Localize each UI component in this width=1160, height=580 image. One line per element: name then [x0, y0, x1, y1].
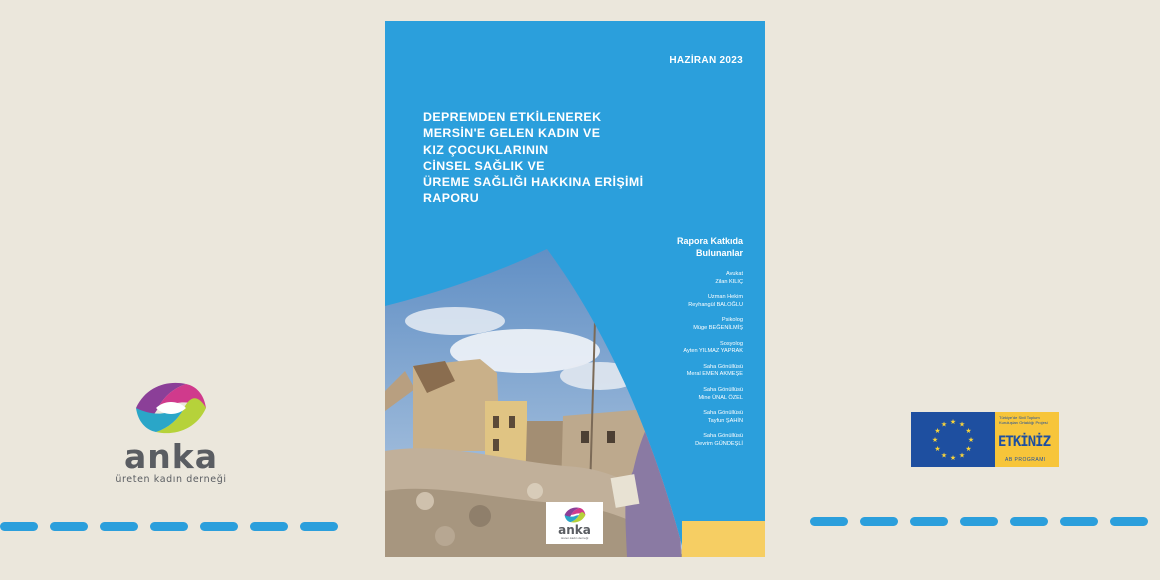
contributor-entry: Avukat Zilan KILIÇ [715, 271, 743, 285]
svg-text:★: ★ [958, 451, 966, 460]
contributors-list [583, 271, 743, 457]
accent-strip [682, 521, 765, 557]
contributor-entry: Uzman Hekim Reyhangül BALOĞLU [688, 294, 743, 308]
report-cover [385, 21, 765, 557]
svg-text:★: ★ [934, 445, 941, 453]
eu-etkiniz-badge [911, 412, 1059, 467]
svg-text:★: ★ [949, 418, 957, 426]
anka-tagline: üreten kadın derneği [115, 474, 227, 485]
svg-text:★: ★ [940, 420, 948, 429]
svg-text:★: ★ [965, 427, 972, 435]
svg-text:★: ★ [949, 454, 957, 462]
svg-text:★: ★ [931, 436, 939, 444]
contributor-entry: Saha Gönüllüsü Mine ÜNAL ÖZEL [698, 386, 743, 401]
anka-logo [112, 378, 230, 485]
report-title: DEPREMDEN ETKİLENEREK MERSİN'E GELEN KADIN VE KIZ ÇOCUKLARININ CİNSEL SAĞLIK VE ÜREME SAĞLIĞI HAKKINA ERİŞİMİ RAPORU [423, 110, 644, 206]
svg-text:★: ★ [958, 420, 966, 429]
contributor-entry: Saha Gönüllüsü Devrim GÜNDEŞLİ [695, 433, 743, 447]
contributors-heading: Rapora Katkıda Bulunanlar [676, 236, 743, 258]
anka-emblem-small-icon [564, 506, 586, 524]
svg-text:★: ★ [934, 427, 941, 435]
contributor-entry: Saha Gönüllüsü Meral EMEN AKMEŞE [686, 363, 743, 378]
decorative-dashes-right [810, 517, 1148, 526]
report-date: HAZİRAN 2023 [669, 55, 743, 66]
anka-wordmark: anka [124, 437, 218, 476]
svg-text:★: ★ [940, 451, 948, 460]
decorative-dashes-left [0, 522, 338, 531]
contributor-entry: Sosyolog Ayten YILMAZ YAPRAK [683, 340, 743, 355]
contributor-entry: Psikolog Müge BEĞENİLMİŞ [693, 317, 743, 331]
cover-anka-logo: anka üreten kadın derneği [546, 502, 603, 544]
contributor-entry: Saha Gönüllüsü Tayfun ŞAHİN [703, 410, 743, 424]
etkiniz-logo: Türkiye'de Sivil Toplum Kuruluşları Ortaklığı Projesi ETKİNİZ AB PROGRAMI [995, 412, 1059, 467]
anka-emblem-icon [134, 378, 208, 438]
svg-text:★: ★ [965, 445, 972, 453]
eu-flag-icon [911, 412, 995, 467]
svg-text:★: ★ [967, 436, 975, 444]
